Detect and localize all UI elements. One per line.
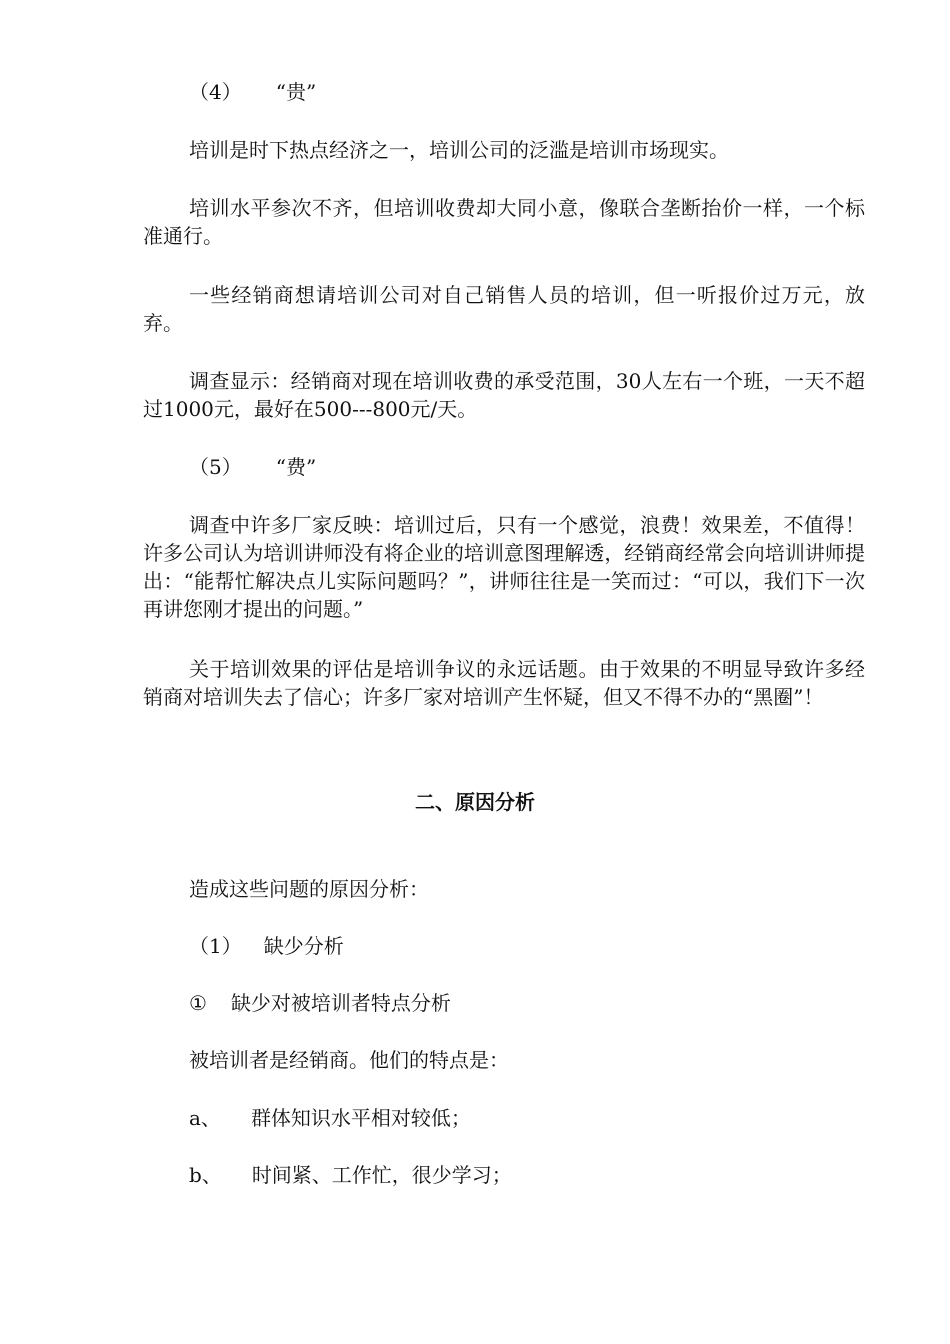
paragraph-1: 培训是时下热点经济之一，培训公司的泛滥是培训市场现实。 <box>189 138 729 162</box>
paragraph-8: 被培训者是经销商。他们的特点是： <box>189 1048 509 1072</box>
item-1-line <box>189 932 344 960</box>
item-5-label: （5） <box>189 455 242 479</box>
paragraph-3: 一些经销商想请培训公司对自己销售人员的培训，但一听报价过万元，放弃。 <box>143 283 865 335</box>
list-item-b-text: 时间紧、工作忙，很少学习； <box>251 1163 512 1187</box>
item-1-title: 缺少分析 <box>263 934 344 958</box>
section-heading: 二、原因分析 <box>415 790 535 814</box>
item-4-title: “贵” <box>275 80 317 104</box>
list-item-b-label: b、 <box>189 1163 222 1187</box>
paragraph-7: 造成这些问题的原因分析： <box>189 877 429 901</box>
list-item-a <box>189 1104 471 1132</box>
item-1-label: （1） <box>189 934 242 958</box>
item-4-label: （4） <box>189 80 242 104</box>
list-item-a-label: a、 <box>189 1106 221 1130</box>
list-item-b <box>189 1161 512 1189</box>
paragraph-6: 关于培训效果的评估是培训争议的永远话题。由于效果的不明显导致许多经销商对培训失去了信心；许多厂家对培训产生怀疑，但又不得不办的“黑圈”！ <box>143 657 865 709</box>
item-5-title: “费” <box>275 455 317 479</box>
paragraph-4: 调查显示：经销商对现在培训收费的承受范围，30人左右一个班，一天不超过1000元，最好在500---800元/天。 <box>143 369 865 421</box>
item-4-line <box>189 78 316 106</box>
paragraph-5: 调查中许多厂家反映：培训过后，只有一个感觉，浪费！效果差，不值得！许多公司认为培训讲师没有将企业的培训意图理解透，经销商经常会向培训讲师提出：“能帮忙解决点儿实际问题吗？”，讲师往往是一笑而过：“可以，我们下一次再讲您刚才提出的问题。” <box>143 513 865 621</box>
item-5-line <box>189 453 316 481</box>
sub-item-1-line <box>189 989 451 1017</box>
list-item-a-text: 群体知识水平相对较低； <box>250 1106 471 1130</box>
sub-item-1-title: 缺少对被培训者特点分析 <box>230 991 451 1015</box>
sub-item-1-label: ① <box>189 991 207 1015</box>
paragraph-2: 培训水平参次不齐，但培训收费却大同小意，像联合垄断抬价一样，一个标准通行。 <box>143 196 865 248</box>
